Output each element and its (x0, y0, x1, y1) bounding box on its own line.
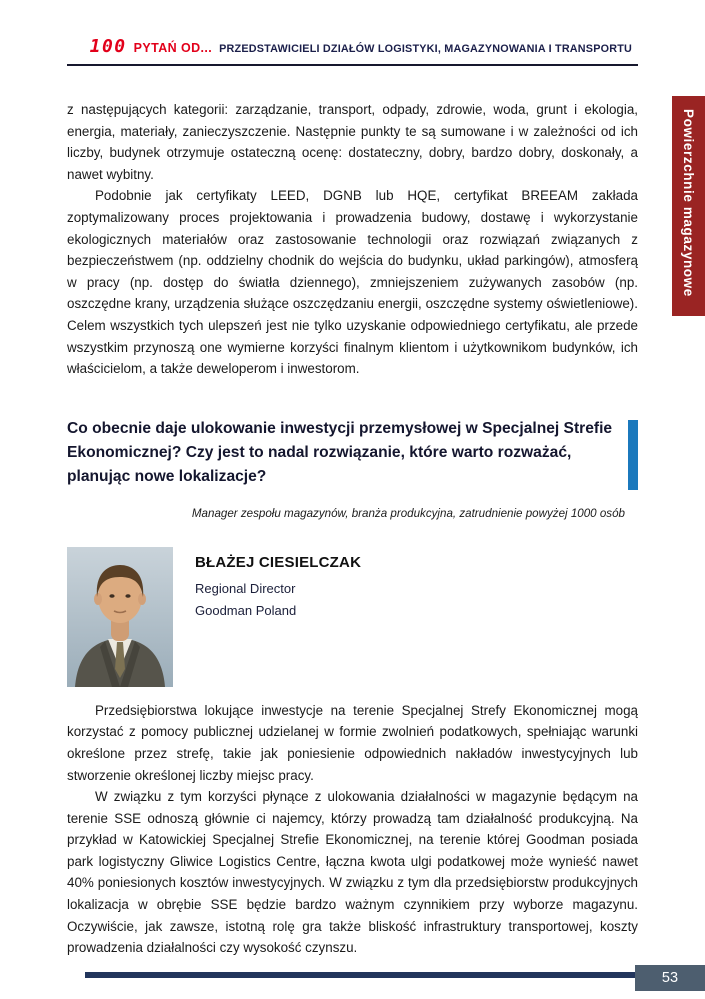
footer-rule (85, 972, 705, 978)
question-attribution: Manager zespołu magazynów, branża produkcyjna, zatrudnienie powyżej 1000 osób (191, 506, 625, 520)
header-title-red: PYTAŃ OD... (133, 41, 213, 55)
article-body (67, 99, 638, 959)
page-header (67, 36, 638, 66)
page-number-badge (635, 965, 705, 991)
intro-paragraph-1: z następujących kategorii: zarządzanie, transport, odpady, zdrowie, woda, grunt i ekologia, energia, materiały, zanieczyszczenie. Następnie punkty te są sumowane i w zależności od ich liczby, budynek otrzymuje ostateczną ocenę: dostateczny, dobry, bardzo dobry, doskonały, a nawet wybitny. (67, 102, 638, 182)
answer-paragraph-1: Przedsiębiorstwa lokujące inwestycje na terenie Specjalnej Strefy Ekonomicznej mogą korzystać z pomocy publicznej udzielanej w formie zwolnień podatkowych, spełniając warunki określone przez strefę, takie jak poniesienie odpowiednich nakładów inwestycyjnych lub stworzenie określonej liczby miejsc pracy. (67, 702, 638, 783)
intro-paragraph-2: Podobnie jak certyfikaty LEED, DGNB lub HQE, certyfikat BREEAM zakłada zoptymalizowany proces projektowania i prowadzenia budowy, dostawę i wykorzystanie ekologicznych materiałów oraz zastosowanie technologii oraz rozwiązań związanych z bezpieczeństwem (np. oddzielny chodnik do wejścia do budynku, układ parkingów), atmosferą w pracy (np. dostęp do światła dziennego), zmniejszeniem zużywanych zasobów (np. oszczędne krany, urządzenia służące oszczędzaniu energii, oszczędne systemy oświetleniowe). Celem wszystkich tych ulepszeń jest nie tylko uzyskanie odpowiedniego certyfikatu, ale przede wszystkim przynoszą one wymierne korzyści finalnym klientom i użytkownikom budynków, ich właścicielom, a także deweloperom i inwestorom. (67, 188, 638, 377)
section-tab (672, 96, 705, 316)
person-name: BŁAŻEJ CIESIELCZAK (195, 553, 362, 571)
question-accent-bar (628, 420, 638, 490)
answer-paragraph-2: W związku z tym korzyści płynące z ulokowania działalności w magazynie będącym na terenie SSE odnoszą głównie ci najemcy, którzy prowadzą tam działalność produkcyjną. Na przykład w Katowickiej Specjalnej Strefie Ekonomicznej, na terenie której Goodman posiada park logistyczny Gliwice Logistics Centre, łączna kwota ulgi podatkowej może wynieść nawet 40% poniesionych kosztów inwestycyjnych. W związku z tym dla przedsiębiorstw produkcyjnych lokalizacja w obrębie SSE będzie bardzo ważnym czynnikiem przy wyborze magazynu. Oczywiście, jak zawsze, istotną rolę gra także bliskość infrastruktury transportowej, koszty prowadzenia działalności czy wysokość czynszu. (67, 789, 638, 956)
person-title: Regional Director (195, 580, 296, 596)
header-series-number: 100 (89, 36, 127, 57)
person-info (195, 547, 361, 687)
portrait-photo-illustration (67, 547, 173, 687)
header-title-dark: PRZEDSTAWICIELI DZIAŁÓW LOGISTYKI, MAGAZYNOWANIA I TRANSPORTU (219, 43, 632, 55)
person-block (67, 547, 638, 687)
portrait-photo (67, 547, 173, 687)
page-number: 53 (661, 970, 679, 986)
person-company: Goodman Poland (195, 602, 297, 618)
section-tab-label: Powierzchnie magazynowe (681, 109, 696, 297)
question-block (67, 417, 638, 491)
header-title-row (67, 36, 638, 57)
question-heading: Co obecnie daje ulokowanie inwestycji przemysłowej w Specjalnej Strefie Ekonomicznej? Czy jest to nadal rozwiązanie, które warto rozważać, planując nowe lokalizacje? (67, 419, 613, 485)
header-rule (67, 64, 638, 66)
